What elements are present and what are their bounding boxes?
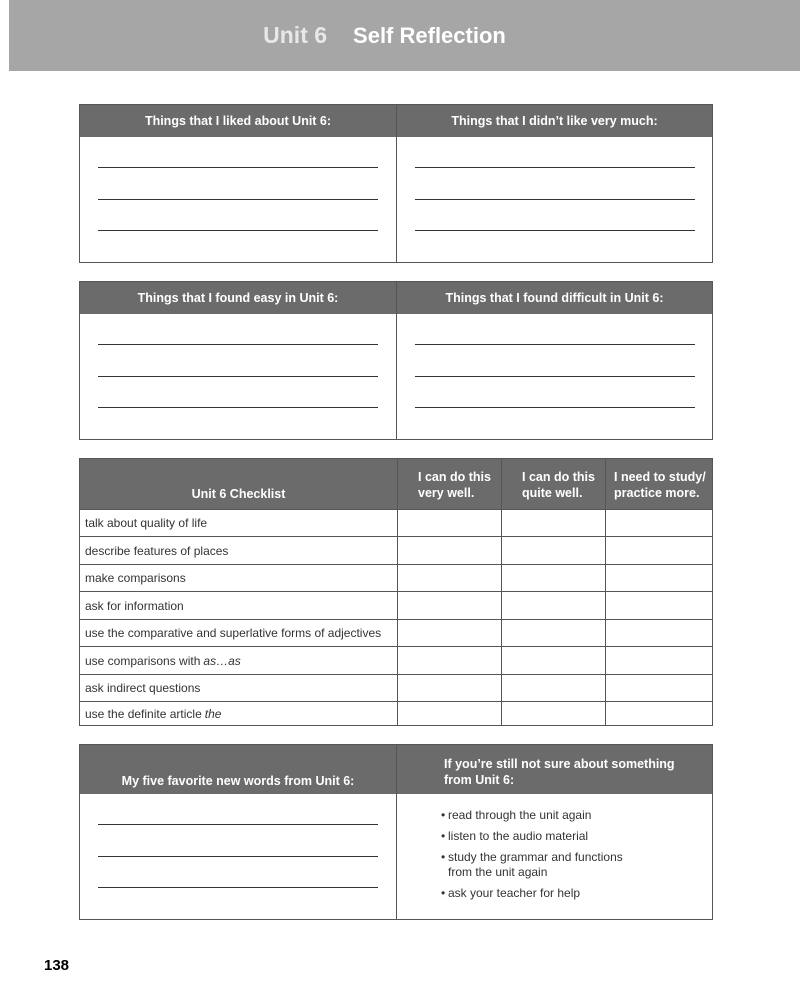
favorite-words-header-label: My five favorite new words from Unit 6: <box>121 774 355 788</box>
favorite-words-header <box>80 745 712 794</box>
tips-area <box>396 794 712 919</box>
difficult-header: Things that I found difficult in Unit 6: <box>396 282 712 314</box>
answer-line[interactable] <box>98 167 378 168</box>
answer-line[interactable] <box>98 199 378 200</box>
answer-line[interactable] <box>98 407 378 408</box>
tip-item: • listen to the audio material <box>441 829 589 843</box>
easy-header: Things that I found easy in Unit 6: <box>137 291 339 305</box>
check-cell[interactable] <box>605 510 712 536</box>
header-banner <box>9 0 800 71</box>
checklist-title: Unit 6 Checklist <box>191 487 286 501</box>
checklist-row <box>80 701 712 725</box>
unit-label: Unit 6 <box>263 22 328 48</box>
easy-difficult-header <box>80 282 712 314</box>
check-cell[interactable] <box>605 565 712 591</box>
tip-item: • study the grammar and functions from the unit again <box>441 850 623 879</box>
checklist-table <box>79 458 713 726</box>
liked-disliked-box <box>79 104 713 263</box>
disliked-header: Things that I didn’t like very much: <box>396 105 712 137</box>
check-cell[interactable] <box>397 675 501 701</box>
checklist-row <box>80 619 712 646</box>
check-cell[interactable] <box>397 647 501 674</box>
page-title: Self Reflection <box>353 22 506 48</box>
checklist-item: talk about quality of life <box>85 516 208 530</box>
checklist-item: use comparisons with as…as <box>85 653 241 668</box>
checklist-item: ask indirect questions <box>85 681 201 695</box>
favorite-words-area <box>80 794 396 919</box>
difficult-answer-area <box>396 314 712 439</box>
check-cell[interactable] <box>605 647 712 674</box>
check-cell[interactable] <box>397 592 501 619</box>
check-cell[interactable] <box>605 620 712 646</box>
answer-line[interactable] <box>415 376 695 377</box>
check-cell[interactable] <box>397 620 501 646</box>
checklist-header <box>80 459 712 509</box>
easy-answer-area <box>80 314 396 439</box>
answer-line[interactable] <box>98 376 378 377</box>
liked-disliked-header <box>80 105 712 137</box>
page-number: 138 <box>44 957 70 974</box>
col-need-study: I need to study/ practice more. <box>605 459 712 509</box>
check-cell[interactable] <box>501 565 605 591</box>
not-sure-header: If you’re still not sure about something from Unit 6: <box>396 745 712 794</box>
check-cell[interactable] <box>605 537 712 564</box>
check-cell[interactable] <box>605 675 712 701</box>
checklist-item: use the comparative and superlative forms of adjectives <box>85 626 382 640</box>
tips-list <box>397 794 712 901</box>
check-cell[interactable] <box>501 702 605 725</box>
checklist-row <box>80 646 712 674</box>
check-cell[interactable] <box>501 647 605 674</box>
tip-item: • ask your teacher for help <box>441 886 581 900</box>
col-quite-well: I can do this quite well. <box>501 459 605 509</box>
check-cell[interactable] <box>605 592 712 619</box>
answer-line[interactable] <box>415 407 695 408</box>
answer-line[interactable] <box>98 856 378 857</box>
answer-line[interactable] <box>98 824 378 825</box>
answer-line[interactable] <box>415 199 695 200</box>
liked-header: Things that I liked about Unit 6: <box>144 114 332 128</box>
answer-line[interactable] <box>98 230 378 231</box>
favorite-words-box <box>79 744 713 920</box>
liked-answer-area <box>80 137 396 262</box>
check-cell[interactable] <box>501 675 605 701</box>
answer-line[interactable] <box>415 167 695 168</box>
answer-line[interactable] <box>415 230 695 231</box>
checklist-item: use the definite article the <box>85 706 222 721</box>
answer-line[interactable] <box>98 887 378 888</box>
answer-line[interactable] <box>415 344 695 345</box>
checklist-row <box>80 564 712 591</box>
easy-difficult-box <box>79 281 713 440</box>
checklist-item: ask for information <box>85 598 184 613</box>
check-cell[interactable] <box>397 702 501 725</box>
checklist-item: describe features of places <box>85 543 229 558</box>
col-very-well: I can do this very well. <box>397 459 501 509</box>
checklist-row <box>80 591 712 619</box>
check-cell[interactable] <box>397 537 501 564</box>
check-cell[interactable] <box>501 510 605 536</box>
check-cell[interactable] <box>397 565 501 591</box>
checklist-item: make comparisons <box>85 571 186 585</box>
checklist-row <box>80 536 712 564</box>
answer-line[interactable] <box>98 344 378 345</box>
check-cell[interactable] <box>605 702 712 725</box>
check-cell[interactable] <box>397 510 501 536</box>
check-cell[interactable] <box>501 620 605 646</box>
disliked-answer-area <box>396 137 712 262</box>
check-cell[interactable] <box>501 537 605 564</box>
check-cell[interactable] <box>501 592 605 619</box>
checklist-row <box>80 509 712 536</box>
checklist-row <box>80 674 712 701</box>
tip-item: • read through the unit again <box>441 808 592 822</box>
